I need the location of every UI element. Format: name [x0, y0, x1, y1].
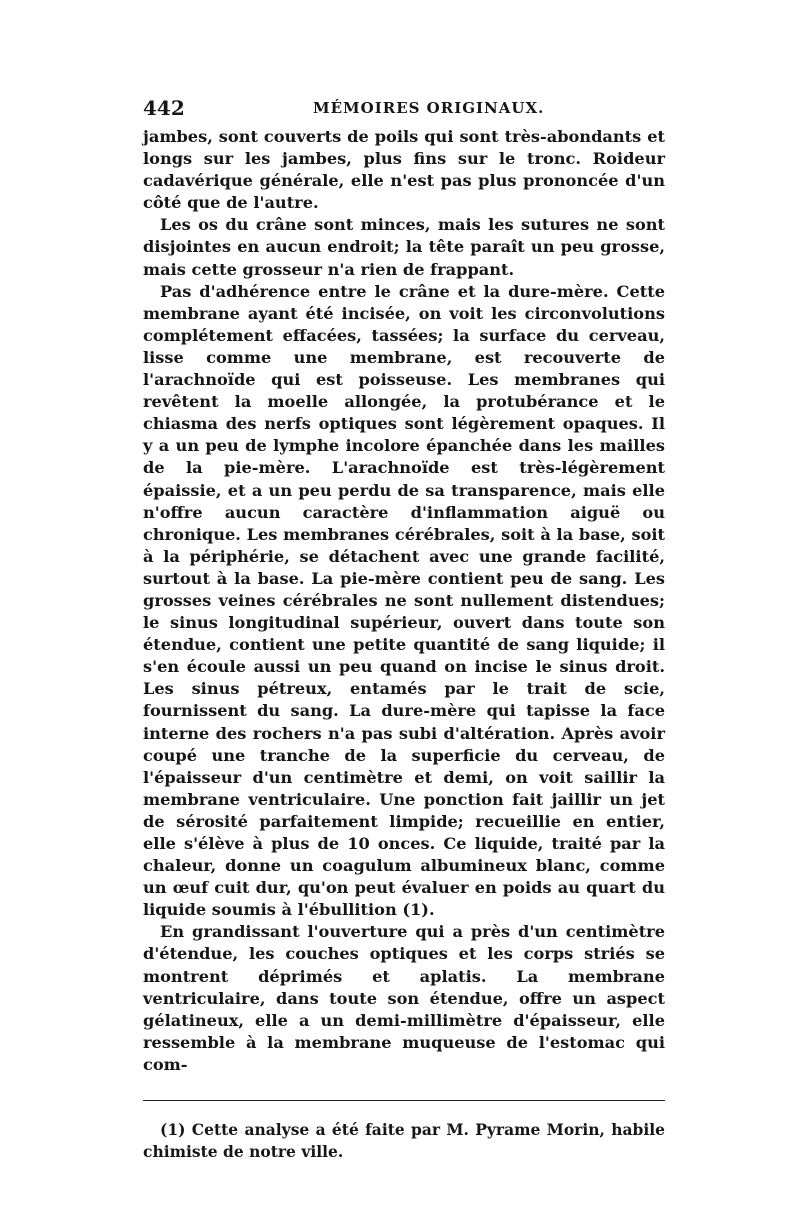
page-header [143, 96, 665, 126]
footnote-divider [143, 1100, 665, 1101]
book-page [143, 96, 665, 1179]
running-title: MÉMOIRES ORIGINAUX. [313, 99, 545, 117]
footnote: (1) Cette analyse a été faite par M. Pyrame Morin, habile chimiste de notre ville. [143, 1120, 665, 1162]
page-number: 442 [143, 96, 185, 120]
paragraph-continuation: jambes, sont couverts de poils qui sont très-abondants et longs sur les jambes, plus fins sur le tronc. Roideur cadavérique générale, elle n'est pas plus prononcée d'un côté que de l'autre. [143, 127, 665, 213]
paragraph-meninges: Pas d'adhérence entre le crâne et la dure-mère. Cette membrane ayant été incisée, on voit les circonvolutions complétement effacées, tassées; la surface du cerveau, lisse comme une membrane, est recouverte de l'arachnoïde qui est poisseuse. Les membranes qui revêtent la moelle allongée, la protubérance et le chiasma des nerfs optiques sont légèrement opaques. Il y a un peu de lymphe incolore épanchée dans les mailles de la pie-mère. L'arachnoïde est très-légèrement épaissie, et a un peu perdu de sa transparence, mais elle n'offre aucun caractère d'inflammation aiguë ou chronique. Les membranes cérébrales, soit à la base, soit à la périphérie, se détachent avec une grande facilité, surtout à la base. La pie-mère contient peu de sang. Les grosses veines cérébrales ne sont nullement distendues; le sinus longitudinal supérieur, ouvert dans toute son étendue, contient une petite quantité de sang liquide; il s'en écoule aussi un peu quand on incise le sinus droit. Les sinus pétreux, entamés par le trait de scie, fournissent du sang. La dure-mère qui tapisse la face interne des rochers n'a pas subi d'altération. Après avoir coupé une tranche de la superficie du cerveau, de l'épaisseur d'un centimètre et demi, on voit saillir la membrane ventriculaire. Une ponction fait jaillir un jet de sérosité parfaitement limpide; recueillie en entier, elle s'élève à plus de 10 onces. Ce liquide, traité par la chaleur, donne un coagulum albumineux blanc, comme un œuf cuit dur, qu'on peut évaluer en poids au quart du liquide soumis à l'ébullition (1). [143, 281, 665, 920]
paragraph-skull: Les os du crâne sont minces, mais les sutures ne sont disjointes en aucun endroit; la tête paraît un peu grosse, mais cette grosseur n'a rien de frappant. [143, 215, 665, 279]
body-text [143, 126, 665, 1076]
paragraph-ventricles: En grandissant l'ouverture qui a près d'un centimètre d'étendue, les couches optiques et les corps striés se montrent déprimés et aplatis. La membrane ventriculaire, dans toute son étendue, offre un aspect gélatineux, elle a un demi-millimètre d'épaisseur, elle ressemble à la membrane muqueuse de l'estomac qui com- [143, 922, 665, 1074]
